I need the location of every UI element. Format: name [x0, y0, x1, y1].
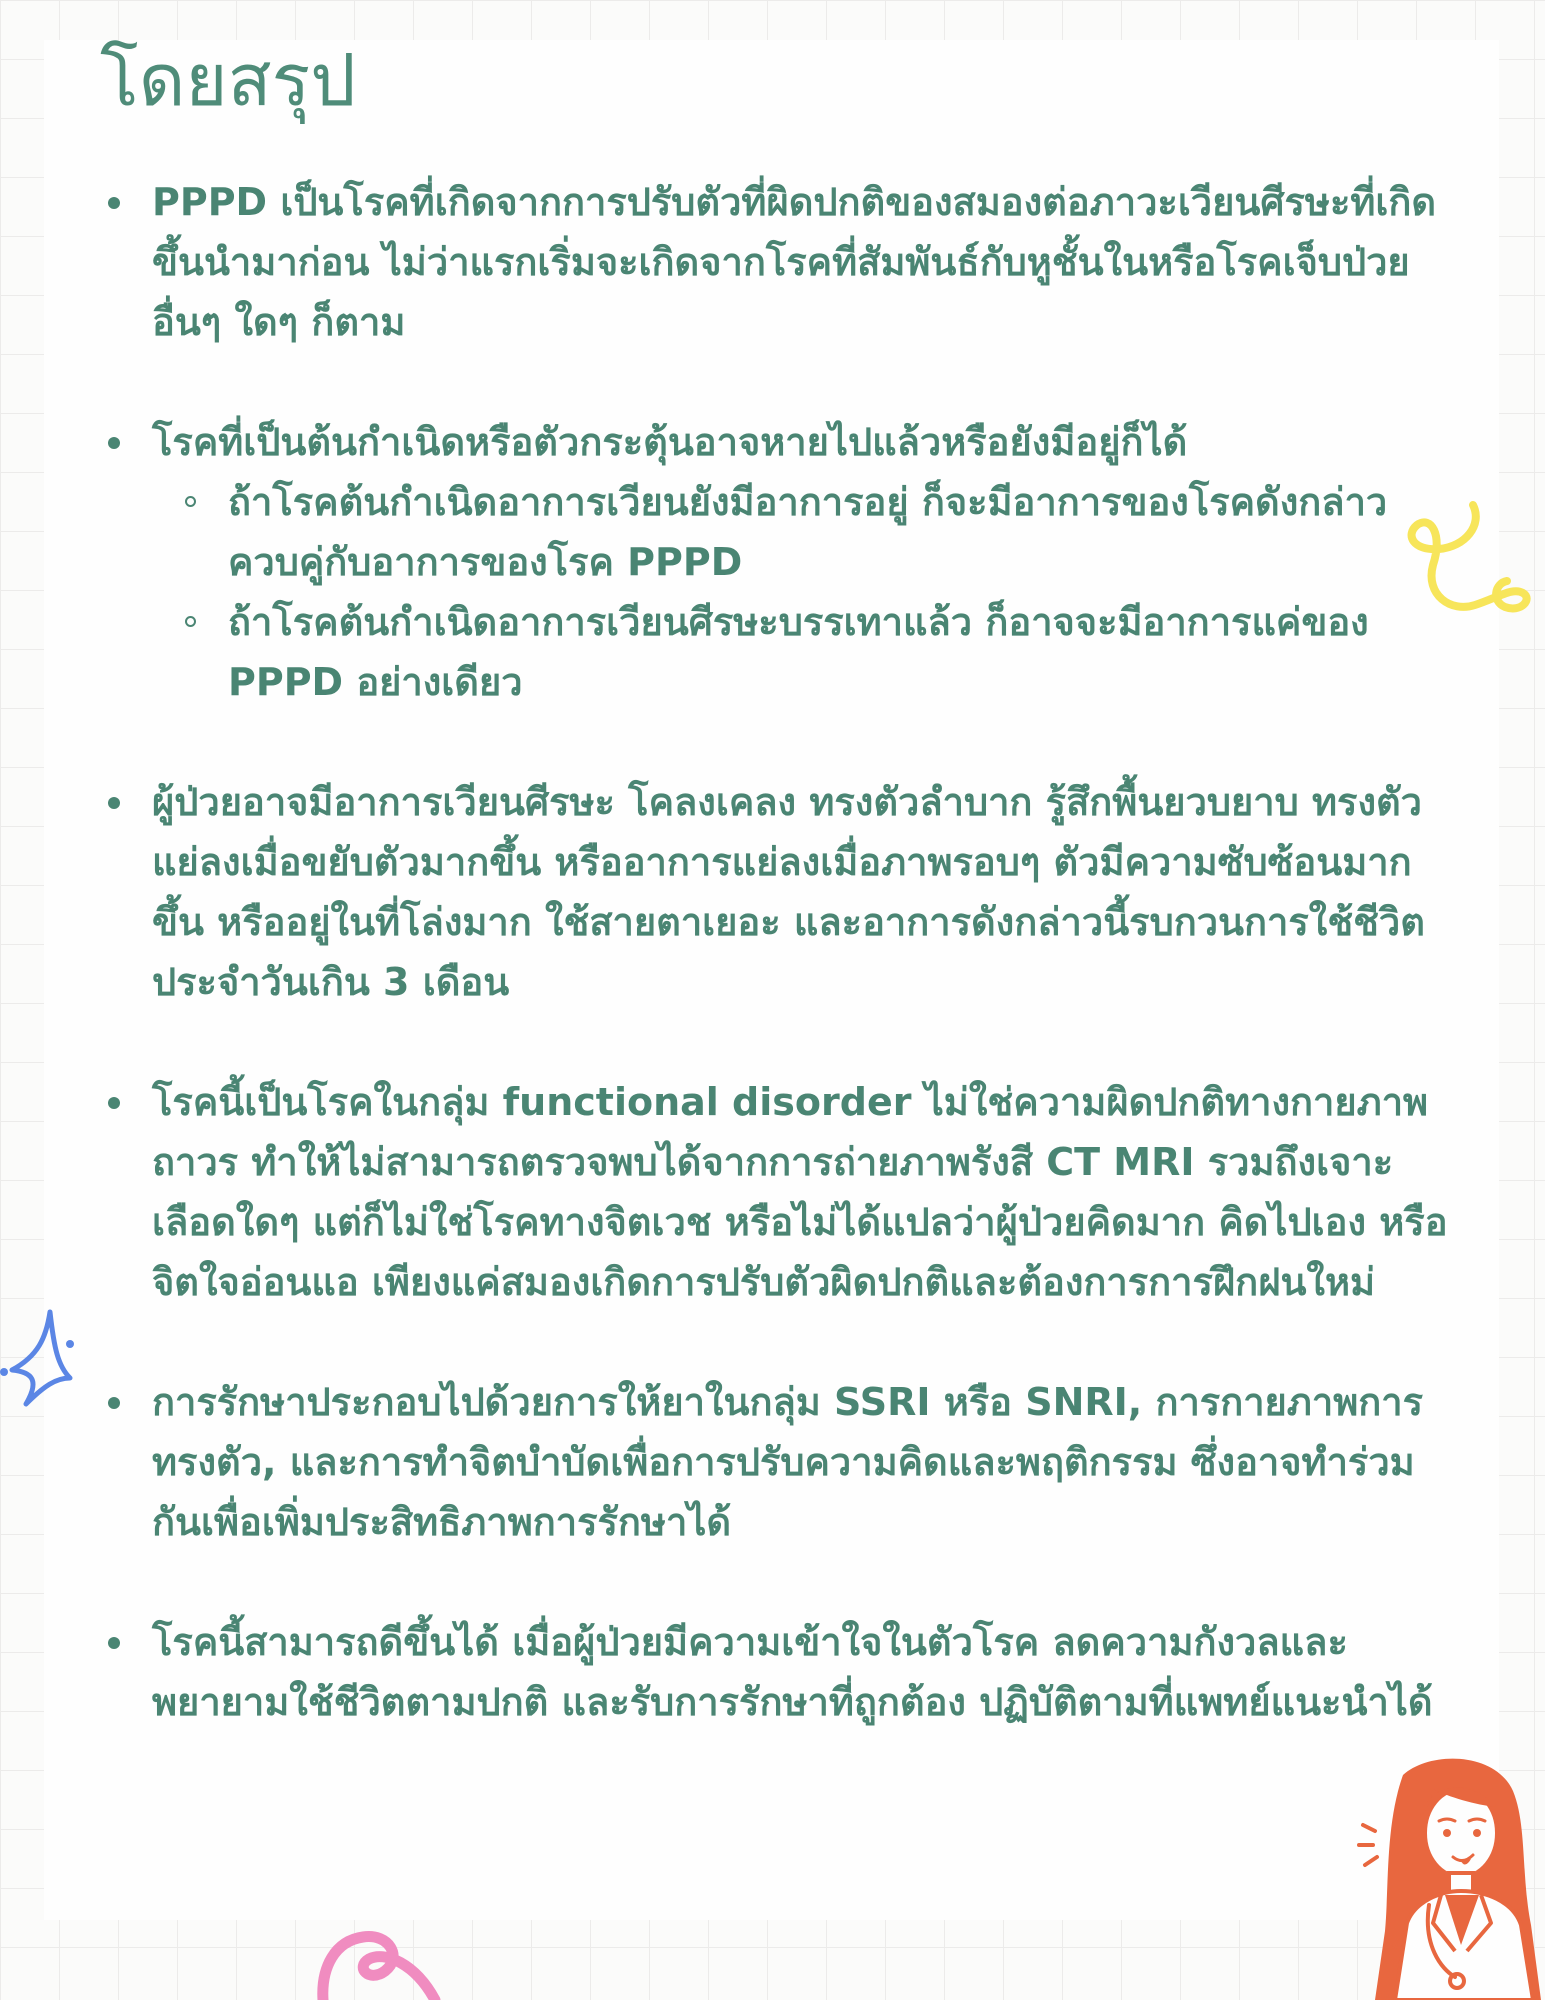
sub-bullet-text: ถ้าโรคต้นกำเนิดอาการเวียนยังมีอาการอยู่ ก็จะมีอาการของโรคดังกล่าว ควบคู่กับอาการของโรค PPPD: [228, 480, 1388, 584]
bullet-text: โรคนี้เป็นโรคในกลุ่ม functional disorder ไม่ใช่ความผิดปกติทางกายภาพถาวร ทำให้ไม่สามารถตรวจพบได้จากการถ่ายภาพรังสี CT MRI รวมถึงเจาะเลือดใดๆ แต่ก็ไม่ใช่โรคทางจิตเวช หรือไม่ได้แปลว่าผู้ป่วยคิดมาก คิดไปเอง หรือจิตใจอ่อนแอ เพียงแค่สมองเกิดการปรับตัวผิดปกติและต้องการการฝึกฝนใหม่: [152, 1080, 1448, 1304]
summary-bullet-4: [100, 1072, 1460, 1312]
sub-list: [152, 472, 1460, 712]
summary-bullet-6: [100, 1612, 1460, 1732]
doctor-illustration-icon: [1345, 1755, 1545, 2000]
bullet-text: โรคนี้สามารถดีขึ้นได้ เมื่อผู้ป่วยมีความเข้าใจในตัวโรค ลดความกังวลและพยายามใช้ชีวิตตามปกติ และรับการรักษาที่ถูกต้อง ปฏิบัติตามที่แพทย์แนะนำได้: [152, 1620, 1433, 1724]
sub-bullet-text: ถ้าโรคต้นกำเนิดอาการเวียนศีรษะบรรเทาแล้ว ก็อาจจะมีอาการแค่ของ PPPD อย่างเดียว: [228, 600, 1369, 704]
summary-bullet-5: [100, 1372, 1460, 1552]
summary-bullet-2: [100, 412, 1460, 712]
summary-bullet-1: [100, 172, 1460, 352]
summary-list: [100, 172, 1460, 1732]
bullet-text: PPPD เป็นโรคที่เกิดจากการปรับตัวที่ผิดปกติของสมองต่อภาวะเวียนศีรษะที่เกิดขึ้นนำมาก่อน ไม่ว่าแรกเริ่มจะเกิดจากโรคที่สัมพันธ์กับหูชั้นในหรือโรคเจ็บป่วยอื่นๆ ใดๆ ก็ตาม: [152, 180, 1437, 344]
bullet-text: โรคที่เป็นต้นกำเนิดหรือตัวกระตุ้นอาจหายไปแล้วหรือยังมีอยู่ก็ได้: [152, 420, 1188, 464]
sub-bullet-1: [152, 472, 1460, 592]
blue-sparkle-doodle-icon: [0, 1300, 80, 1410]
yellow-squiggle-doodle-icon: [1395, 495, 1545, 645]
bullet-text: ผู้ป่วยอาจมีอาการเวียนศีรษะ โคลงเคลง ทรงตัวลำบาก รู้สึกพื้นยวบยาบ ทรงตัวแย่ลงเมื่อขยับตัวมากขึ้น หรืออาการแย่ลงเมื่อภาพรอบๆ ตัวมีความซับซ้อนมากขึ้น หรืออยู่ในที่โล่งมาก ใช้สายตาเยอะ และอาการดังกล่าวนี้รบกวนการใช้ชีวิตประจำวันเกิน 3 เดือน: [152, 780, 1425, 1004]
summary-content: [100, 172, 1460, 1792]
summary-bullet-3: [100, 772, 1460, 1012]
sub-bullet-2: [152, 592, 1460, 712]
pink-swirl-doodle-icon: [315, 1915, 465, 2000]
page-title: โดยสรุป: [100, 38, 356, 122]
bullet-text: การรักษาประกอบไปด้วยการให้ยาในกลุ่ม SSRI หรือ SNRI, การกายภาพการทรงตัว, และการทำจิตบำบัดเพื่อการปรับความคิดและพฤติกรรม ซึ่งอาจทำร่วมกันเพื่อเพิ่มประสิทธิภาพการรักษาได้: [152, 1380, 1423, 1544]
